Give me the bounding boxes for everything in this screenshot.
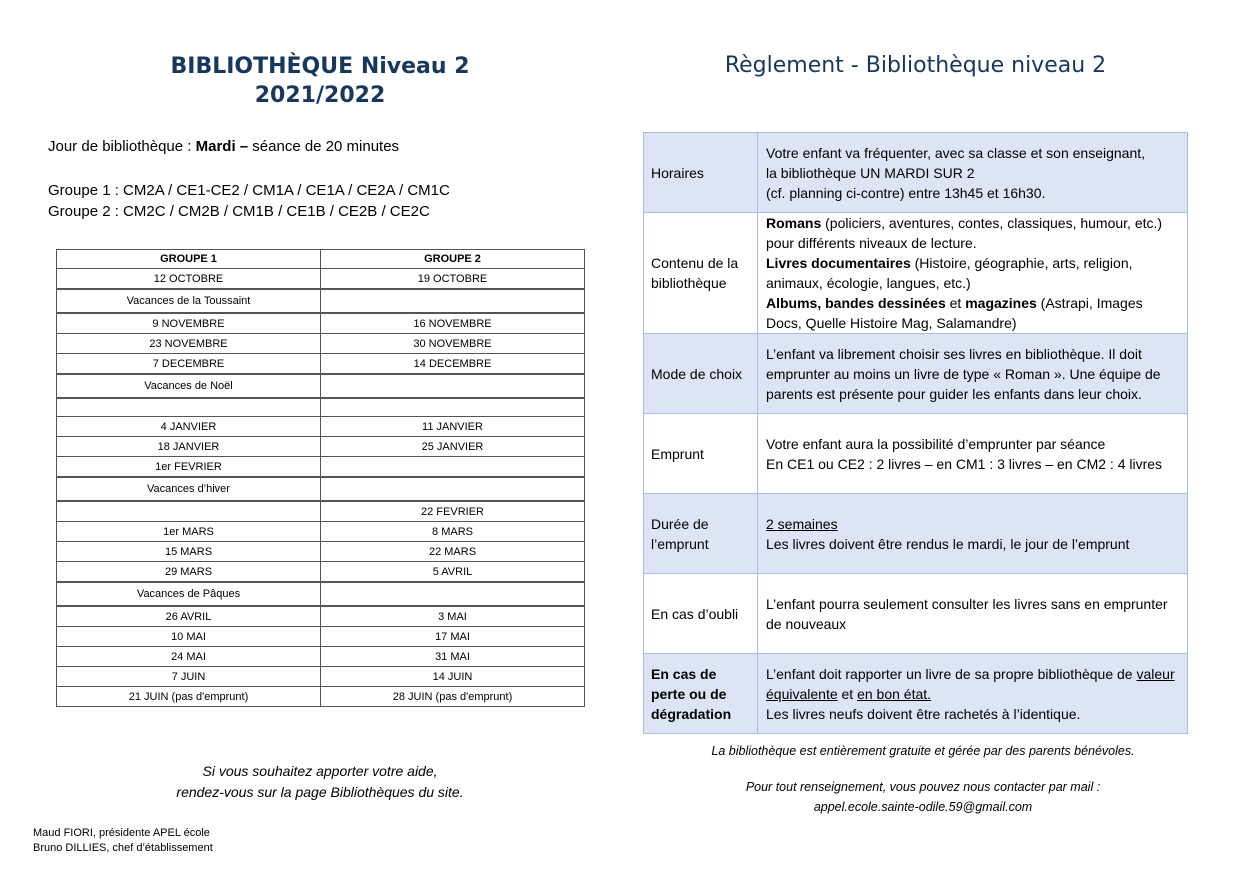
rule-value: L’enfant va librement choisir ses livres en bibliothèque. Il doit emprunter au moins un livre de type « Roman ». Une équipe de parents est présente pour guider les enfants dans leur choix. xyxy=(758,334,1188,414)
table-header-row xyxy=(57,250,585,269)
table-row: Vacances de la Toussaint xyxy=(57,289,585,313)
table-row: 24 MAI 31 MAI xyxy=(57,647,585,667)
left-title xyxy=(0,52,640,110)
rule-label: En cas de perte ou de dégradation xyxy=(644,654,758,734)
rule-label: Contenu de la bibliothèque xyxy=(644,213,758,334)
rule-row-duree xyxy=(644,494,1188,574)
rule-label: Durée de l’emprunt xyxy=(644,494,758,574)
table-row: Vacances de Noël xyxy=(57,374,585,398)
rule-label: Horaires xyxy=(644,133,758,213)
table-row: 4 JANVIER 11 JANVIER xyxy=(57,417,585,437)
free-note: La bibliothèque est entièrement gratuite et gérée par des parents bénévoles. xyxy=(711,744,1135,758)
table-row: 15 MARS 22 MARS xyxy=(57,542,585,562)
help-note: Si vous souhaitez apporter votre aide, rendez-vous sur la page Bibliothèques du site. xyxy=(176,763,464,800)
rule-row-perte xyxy=(644,654,1188,734)
rule-value: Votre enfant aura la possibilité d’emprunter par séance En CE1 ou CE2 : 2 livres – en CM1 : 3 livres – en CM2 : 4 livres xyxy=(758,414,1188,494)
table-row xyxy=(57,398,585,417)
table-row: 18 JANVIER 25 JANVIER xyxy=(57,437,585,457)
rule-value: L’enfant pourra seulement consulter les livres sans en emprunter de nouveaux xyxy=(758,574,1188,654)
signature-director: Bruno DILLIES, chef d’établissement xyxy=(33,842,213,854)
library-day: Jour de bibliothèque : Mardi – séance de 20 minutes xyxy=(48,138,400,155)
rule-row-mode xyxy=(644,334,1188,414)
table-row: 21 JUIN (pas d'emprunt) 28 JUIN (pas d'emprunt) xyxy=(57,687,585,707)
header-group-2: GROUPE 2 xyxy=(321,250,585,269)
header-group-1: GROUPE 1 xyxy=(57,250,321,269)
table-row: 1er FEVRIER xyxy=(57,457,585,478)
table-row: Vacances de Pâques xyxy=(57,582,585,606)
table-row: 7 JUIN 14 JUIN xyxy=(57,667,585,687)
right-title: Règlement - Bibliothèque niveau 2 xyxy=(724,53,1107,78)
rule-row-emprunt xyxy=(644,414,1188,494)
rules-table xyxy=(643,132,1188,734)
contact-note xyxy=(643,777,1203,817)
contact-email: appel.ecole.sainte-odile.59@gmail.com xyxy=(813,800,1033,814)
signature-president: Maud FIORI, présidente APEL école xyxy=(33,827,210,839)
signatures xyxy=(33,826,213,856)
rule-row-horaires xyxy=(644,133,1188,213)
title-line-1: BIBLIOTHÈQUE Niveau 2 xyxy=(170,54,470,79)
table-row: Vacances d’hiver xyxy=(57,477,585,501)
rule-label: Mode de choix xyxy=(644,334,758,414)
contact-line: Pour tout renseignement, vous pouvez nous contacter par mail : xyxy=(745,780,1101,794)
schedule-table xyxy=(56,249,585,707)
table-row: 22 FEVRIER xyxy=(57,501,585,522)
table-row: 12 OCTOBRE 19 OCTOBRE xyxy=(57,269,585,290)
rule-label: En cas d’oubli xyxy=(644,574,758,654)
table-row: 26 AVRIL 3 MAI xyxy=(57,606,585,627)
rule-value: L’enfant doit rapporter un livre de sa propre bibliothèque de valeur équivalente et en bon état. Les livres neufs doivent être rachetés à l’identique. xyxy=(758,654,1188,734)
title-line-2: 2021/2022 xyxy=(254,83,386,108)
rule-row-contenu xyxy=(644,213,1188,334)
rule-label: Emprunt xyxy=(644,414,758,494)
rule-value: 2 semaines Les livres doivent être rendus le mardi, le jour de l’emprunt xyxy=(758,494,1188,574)
table-row: 23 NOVEMBRE 30 NOVEMBRE xyxy=(57,334,585,354)
rule-value: Romans (policiers, aventures, contes, classiques, humour, etc.) pour différents niveaux de lecture. Livres documentaires (Histoire, géographie, arts, religion, animaux, écologie, langues, etc.) Albums, bandes dessinées et magazines (Astrapi, Images Docs, Quelle Histoire Mag, Salamandre) xyxy=(758,213,1188,334)
rule-row-oubli xyxy=(644,574,1188,654)
rule-value: Votre enfant va fréquenter, avec sa classe et son enseignant, la bibliothèque UN MARDI SUR 2 (cf. planning ci-contre) entre 13h45 et 16h30. xyxy=(758,133,1188,213)
table-row: 7 DECEMBRE 14 DECEMBRE xyxy=(57,354,585,375)
table-row: 29 MARS 5 AVRIL xyxy=(57,562,585,583)
table-row: 9 NOVEMBRE 16 NOVEMBRE xyxy=(57,313,585,334)
group-1-line: Groupe 1 : CM2A / CE1-CE2 / CM1A / CE1A / CE2A / CM1C xyxy=(48,182,450,199)
table-row: 10 MAI 17 MAI xyxy=(57,627,585,647)
group-2-line: Groupe 2 : CM2C / CM2B / CM1B / CE1B / CE2B / CE2C xyxy=(48,203,430,220)
table-row: 1er MARS 8 MARS xyxy=(57,522,585,542)
